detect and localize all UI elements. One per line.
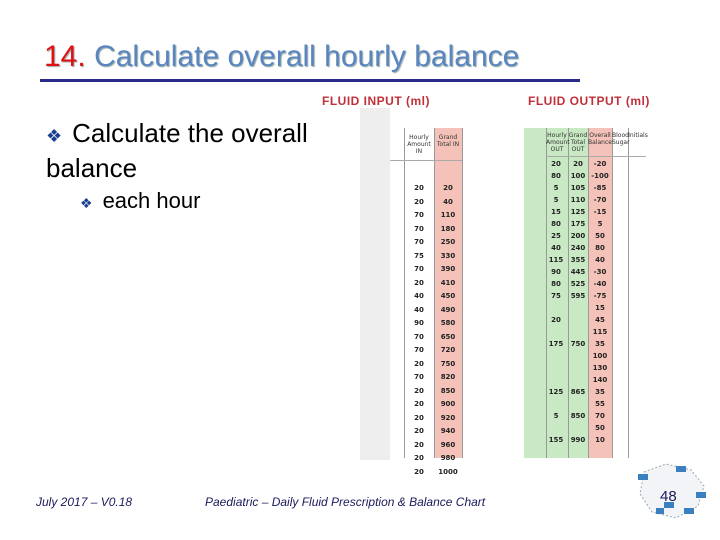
- bullet-level2-text: each hour: [102, 188, 201, 213]
- output-hourly-cell: [544, 362, 568, 374]
- output-grand-cell: 525: [570, 280, 586, 288]
- output-balance-cell: -85: [593, 184, 607, 192]
- output-initials-header: Initials: [628, 132, 648, 139]
- input-grand-cell: 900: [440, 400, 456, 408]
- output-hourly-cell: 175: [548, 340, 564, 348]
- input-grand-cell: 1000: [438, 467, 458, 476]
- input-hourly-header: Hourly Amount IN: [407, 134, 431, 155]
- input-grand-cell: 720: [440, 346, 456, 354]
- output-hourly-cell: 15: [551, 208, 561, 216]
- output-balance-cell: 50: [595, 232, 605, 240]
- input-grand-cell: 490: [440, 305, 456, 314]
- output-grand-cell: [568, 374, 588, 386]
- output-hourly-cell: 80: [551, 280, 561, 288]
- output-grand-header: Grand Total OUT: [568, 132, 588, 153]
- output-balance-cell: -75: [593, 292, 607, 300]
- input-hourly-cell: 75: [414, 251, 424, 260]
- output-balance-cell: 100: [592, 352, 608, 360]
- output-hourly-cell: 40: [551, 244, 561, 252]
- input-grand-cell: 180: [440, 224, 456, 233]
- output-balance-cell: 45: [595, 316, 605, 324]
- output-hourly-cell: 20: [551, 160, 561, 168]
- output-balance-cell: -30: [593, 268, 607, 276]
- bullet-level1: [46, 117, 346, 184]
- output-hourly-cell: 5: [553, 412, 559, 420]
- input-hourly-cell: 70: [414, 373, 424, 381]
- input-hourly-cell: 20: [414, 359, 424, 368]
- output-hourly-cell: 80: [551, 172, 561, 180]
- bullet-level2: [80, 188, 200, 214]
- output-hourly-cell: 5: [553, 184, 559, 192]
- title-underline: [40, 79, 580, 82]
- output-grand-cell: [568, 350, 588, 362]
- output-balance-column: [588, 158, 612, 446]
- input-hourly-cell: 20: [414, 467, 424, 476]
- input-grand-cell: 940: [440, 427, 456, 435]
- input-hourly-cell: 70: [414, 332, 424, 341]
- input-grand-column: [434, 182, 462, 479]
- output-balance-cell: -70: [593, 196, 607, 204]
- output-hourly-cell: [544, 302, 568, 314]
- output-grand-cell: [568, 422, 588, 434]
- output-balance-cell: -20: [593, 160, 607, 168]
- output-grand-cell: 110: [570, 196, 586, 204]
- output-balance-cell: 70: [595, 412, 605, 420]
- output-hourly-cell: 125: [548, 388, 564, 396]
- input-hourly-cell: 20: [414, 413, 424, 422]
- input-hourly-cell: 20: [414, 440, 424, 449]
- output-grand-cell: 200: [570, 232, 586, 240]
- title-text: Calculate overall hourly balance: [94, 40, 520, 73]
- input-hourly-cell: 40: [414, 292, 424, 300]
- output-grand-cell: [568, 362, 588, 374]
- input-grand-cell: 650: [440, 332, 456, 341]
- output-grand-cell: 445: [570, 268, 586, 276]
- input-grand-cell: 850: [440, 386, 456, 395]
- output-grand-cell: 125: [570, 208, 586, 216]
- input-hourly-cell: 70: [414, 211, 424, 219]
- output-grand-cell: 865: [570, 388, 586, 396]
- input-grand-cell: 330: [440, 251, 456, 260]
- output-hourly-cell: [544, 398, 568, 410]
- output-grand-cell: 240: [570, 244, 586, 252]
- output-hourly-cell: 80: [551, 220, 561, 228]
- input-grand-cell: 410: [440, 278, 456, 287]
- output-grand-cell: [568, 398, 588, 410]
- output-balance-cell: 40: [595, 256, 605, 264]
- input-grand-cell: 450: [440, 292, 456, 300]
- footer-document-title: Paediatric – Daily Fluid Prescription & Balance Chart: [205, 495, 486, 509]
- output-hourly-cell: 115: [548, 256, 564, 264]
- output-grand-cell: 990: [570, 436, 586, 444]
- output-grand-cell: [568, 326, 588, 338]
- input-hourly-cell: 20: [414, 386, 424, 395]
- input-hourly-cell: 40: [414, 305, 424, 314]
- output-grand-cell: 750: [570, 340, 586, 348]
- input-grand-cell: 390: [440, 265, 456, 273]
- output-balance-cell: 35: [595, 388, 605, 396]
- slide-title: [44, 40, 519, 74]
- output-balance-cell: 80: [595, 244, 605, 252]
- output-grand-column: [568, 158, 588, 446]
- output-balance-cell: -100: [591, 172, 609, 180]
- output-balance-header: Overall Balance: [588, 132, 612, 146]
- output-balance-cell: 35: [595, 340, 605, 348]
- fluid-output-title: FLUID OUTPUT (ml): [528, 94, 650, 108]
- output-grand-cell: [568, 302, 588, 314]
- output-balance-cell: 55: [595, 400, 605, 408]
- input-hourly-cell: 70: [414, 224, 424, 233]
- output-hourly-header: Hourly Amount OUT: [546, 132, 570, 153]
- output-balance-cell: 140: [592, 376, 608, 384]
- output-grand-cell: 850: [570, 412, 586, 420]
- output-grand-cell: [568, 314, 588, 326]
- input-hourly-cell: 20: [414, 184, 424, 192]
- input-grand-cell: 20: [443, 184, 453, 192]
- output-hourly-cell: [544, 374, 568, 386]
- input-hourly-cell: 70: [414, 238, 424, 246]
- page-number: 48: [660, 488, 677, 505]
- input-grand-cell: 820: [440, 373, 456, 381]
- input-hourly-cell: 20: [414, 400, 424, 408]
- output-hourly-cell: 5: [553, 196, 559, 204]
- input-hourly-cell: 20: [414, 427, 424, 435]
- output-hourly-cell: 75: [551, 292, 561, 300]
- output-balance-cell: 5: [597, 220, 603, 228]
- output-hourly-cell: 155: [548, 436, 564, 444]
- fluid-input-title: FLUID INPUT (ml): [322, 94, 430, 108]
- diamond-bullet-icon: ❖: [46, 126, 63, 146]
- input-hourly-cell: 20: [414, 454, 424, 462]
- footer-date: July 2017 – V0.18: [36, 495, 133, 509]
- input-hourly-column: [404, 182, 434, 479]
- output-hourly-column: [544, 158, 568, 446]
- input-hourly-cell: 70: [414, 346, 424, 354]
- output-grand-cell: 100: [570, 172, 586, 180]
- input-hourly-cell: 20: [414, 197, 424, 206]
- input-hourly-cell: 90: [414, 319, 424, 327]
- output-grand-cell: 20: [573, 160, 583, 168]
- output-hourly-cell: [544, 350, 568, 362]
- output-balance-cell: 15: [595, 304, 605, 312]
- output-hourly-cell: [544, 422, 568, 434]
- bullet-level1-text: Calculate the overall balance: [46, 118, 308, 183]
- output-hourly-cell: 90: [551, 268, 561, 276]
- input-hourly-cell: 70: [414, 265, 424, 273]
- input-grand-cell: 920: [440, 413, 456, 422]
- output-balance-cell: -15: [593, 208, 607, 216]
- output-grand-cell: 595: [570, 292, 586, 300]
- input-hourly-cell: 20: [414, 278, 424, 287]
- output-grand-cell: 355: [570, 256, 586, 264]
- input-grand-cell: 110: [440, 211, 456, 219]
- input-grand-cell: 960: [440, 440, 456, 449]
- output-balance-cell: -40: [593, 280, 607, 288]
- input-grand-cell: 750: [440, 359, 456, 368]
- output-hourly-cell: [544, 326, 568, 338]
- input-grand-cell: 40: [443, 197, 453, 206]
- input-grand-cell: 980: [440, 454, 456, 462]
- output-blood-sugar-header: Blood Sugar: [612, 132, 630, 146]
- fluid-output-chart: [524, 108, 648, 460]
- output-grand-cell: 175: [570, 220, 586, 228]
- output-balance-cell: 10: [595, 436, 605, 444]
- output-balance-cell: 115: [592, 328, 608, 336]
- input-grand-cell: 250: [440, 238, 456, 246]
- diamond-bullet-icon: ❖: [80, 195, 93, 211]
- output-balance-cell: 130: [592, 364, 608, 372]
- output-hourly-cell: 20: [551, 316, 561, 324]
- input-grand-header: Grand Total IN: [436, 134, 460, 148]
- output-hourly-cell: 25: [551, 232, 561, 240]
- input-grand-cell: 580: [440, 319, 456, 327]
- title-number: 14.: [44, 40, 86, 73]
- output-balance-cell: 50: [595, 424, 605, 432]
- fluid-input-chart: [360, 108, 464, 476]
- output-grand-cell: 105: [570, 184, 586, 192]
